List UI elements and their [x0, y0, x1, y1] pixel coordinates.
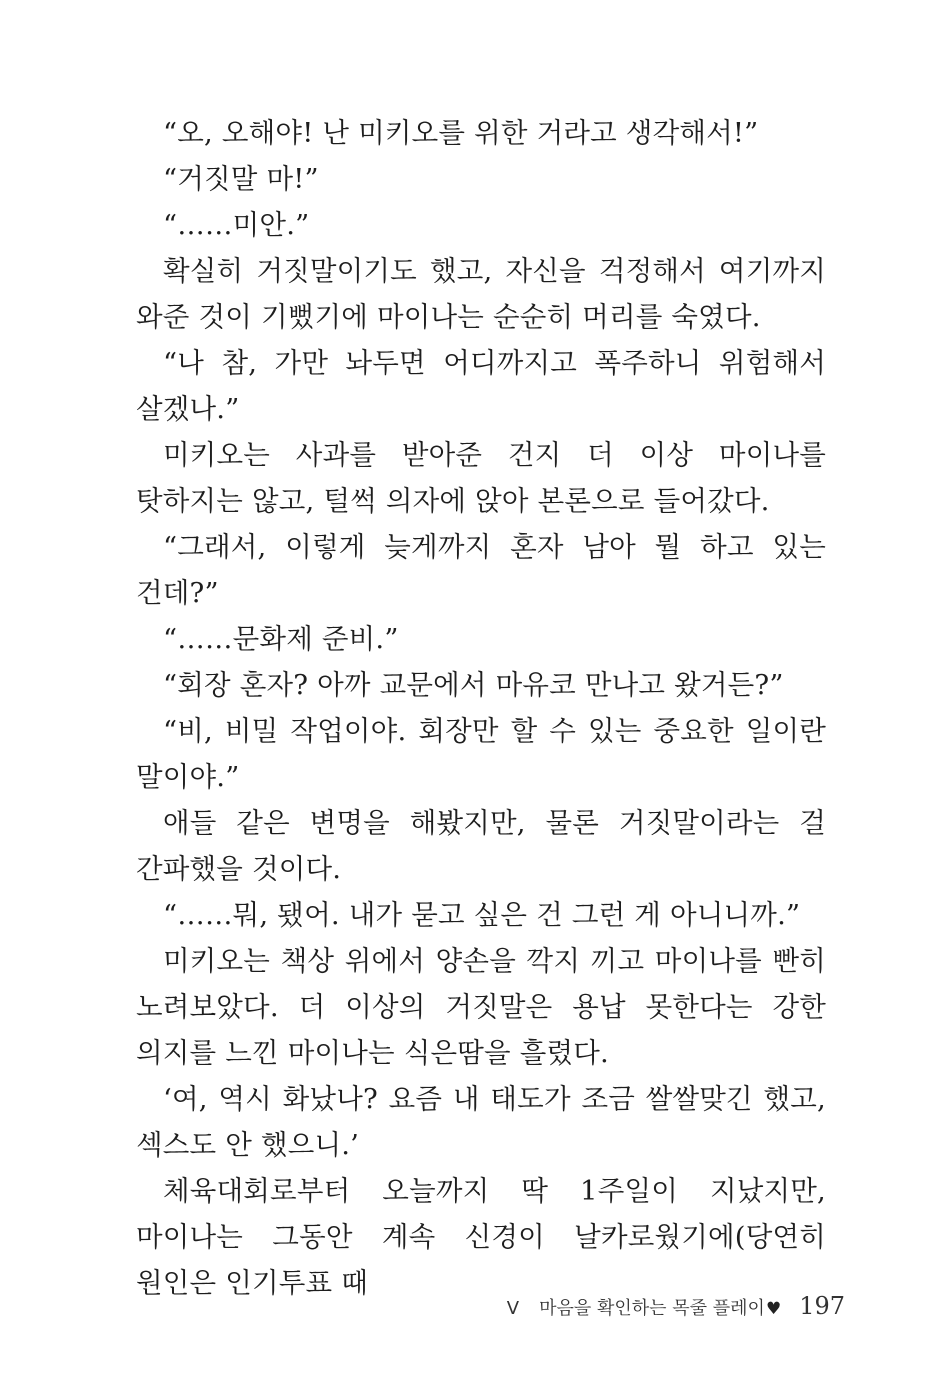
paragraph: “……뭐, 됐어. 내가 묻고 싶은 건 그런 게 아니니까.” — [163, 899, 801, 931]
heart-icon: ♥ — [765, 1299, 782, 1319]
paragraph: “……미안.” — [163, 209, 310, 241]
paragraph: 확실히 거짓말이기도 했고, 자신을 걱정해서 여기까지 와준 것이 기뻤기에 마이나는 순순히 머리를 숙였다. — [136, 255, 826, 333]
paragraph: 체육대회로부터 오늘까지 딱 1주일이 지났지만, 마이나는 그동안 계속 신경이 날카로웠기에(당연히 원인은 인기투표 때 — [136, 1175, 826, 1299]
paragraph: “회장 혼자? 아까 교문에서 마유코 만나고 왔거든?” — [163, 669, 784, 701]
paragraph: “그래서, 이렇게 늦게까지 혼자 남아 뭘 하고 있는 건데?” — [136, 531, 826, 609]
paragraph: 애들 같은 변명을 해봤지만, 물론 거짓말이라는 걸 간파했을 것이다. — [136, 807, 826, 885]
body-text — [136, 110, 826, 1306]
paragraph: “오, 오해야! 난 미키오를 위한 거라고 생각해서!” — [163, 117, 759, 149]
paragraph: 미키오는 사과를 받아준 건지 더 이상 마이나를 탓하지는 않고, 털썩 의자에 앉아 본론으로 들어갔다. — [136, 439, 826, 517]
paragraph: “……문화제 준비.” — [163, 623, 399, 655]
chapter-number: V — [506, 1298, 520, 1319]
page-number: 197 — [799, 1292, 845, 1320]
paragraph: 미키오는 책상 위에서 양손을 깍지 끼고 마이나를 빤히 노려보았다. 더 이상의 거짓말은 용납 못한다는 강한 의지를 느낀 마이나는 식은땀을 흘렸다. — [136, 945, 826, 1069]
paragraph: “거짓말 마!” — [163, 163, 319, 195]
paragraph: ‘여, 역시 화났나? 요즘 내 태도가 조금 쌀쌀맞긴 했고, 섹스도 안 했으니.’ — [136, 1083, 826, 1161]
chapter-title: 마음을 확인하는 목줄 플레이 — [539, 1298, 765, 1319]
paragraph: “나 참, 가만 놔두면 어디까지고 폭주하니 위험해서 살겠나.” — [136, 347, 826, 425]
running-footer — [507, 1292, 845, 1326]
paragraph: “비, 비밀 작업이야. 회장만 할 수 있는 중요한 일이란 말이야.” — [136, 715, 826, 793]
